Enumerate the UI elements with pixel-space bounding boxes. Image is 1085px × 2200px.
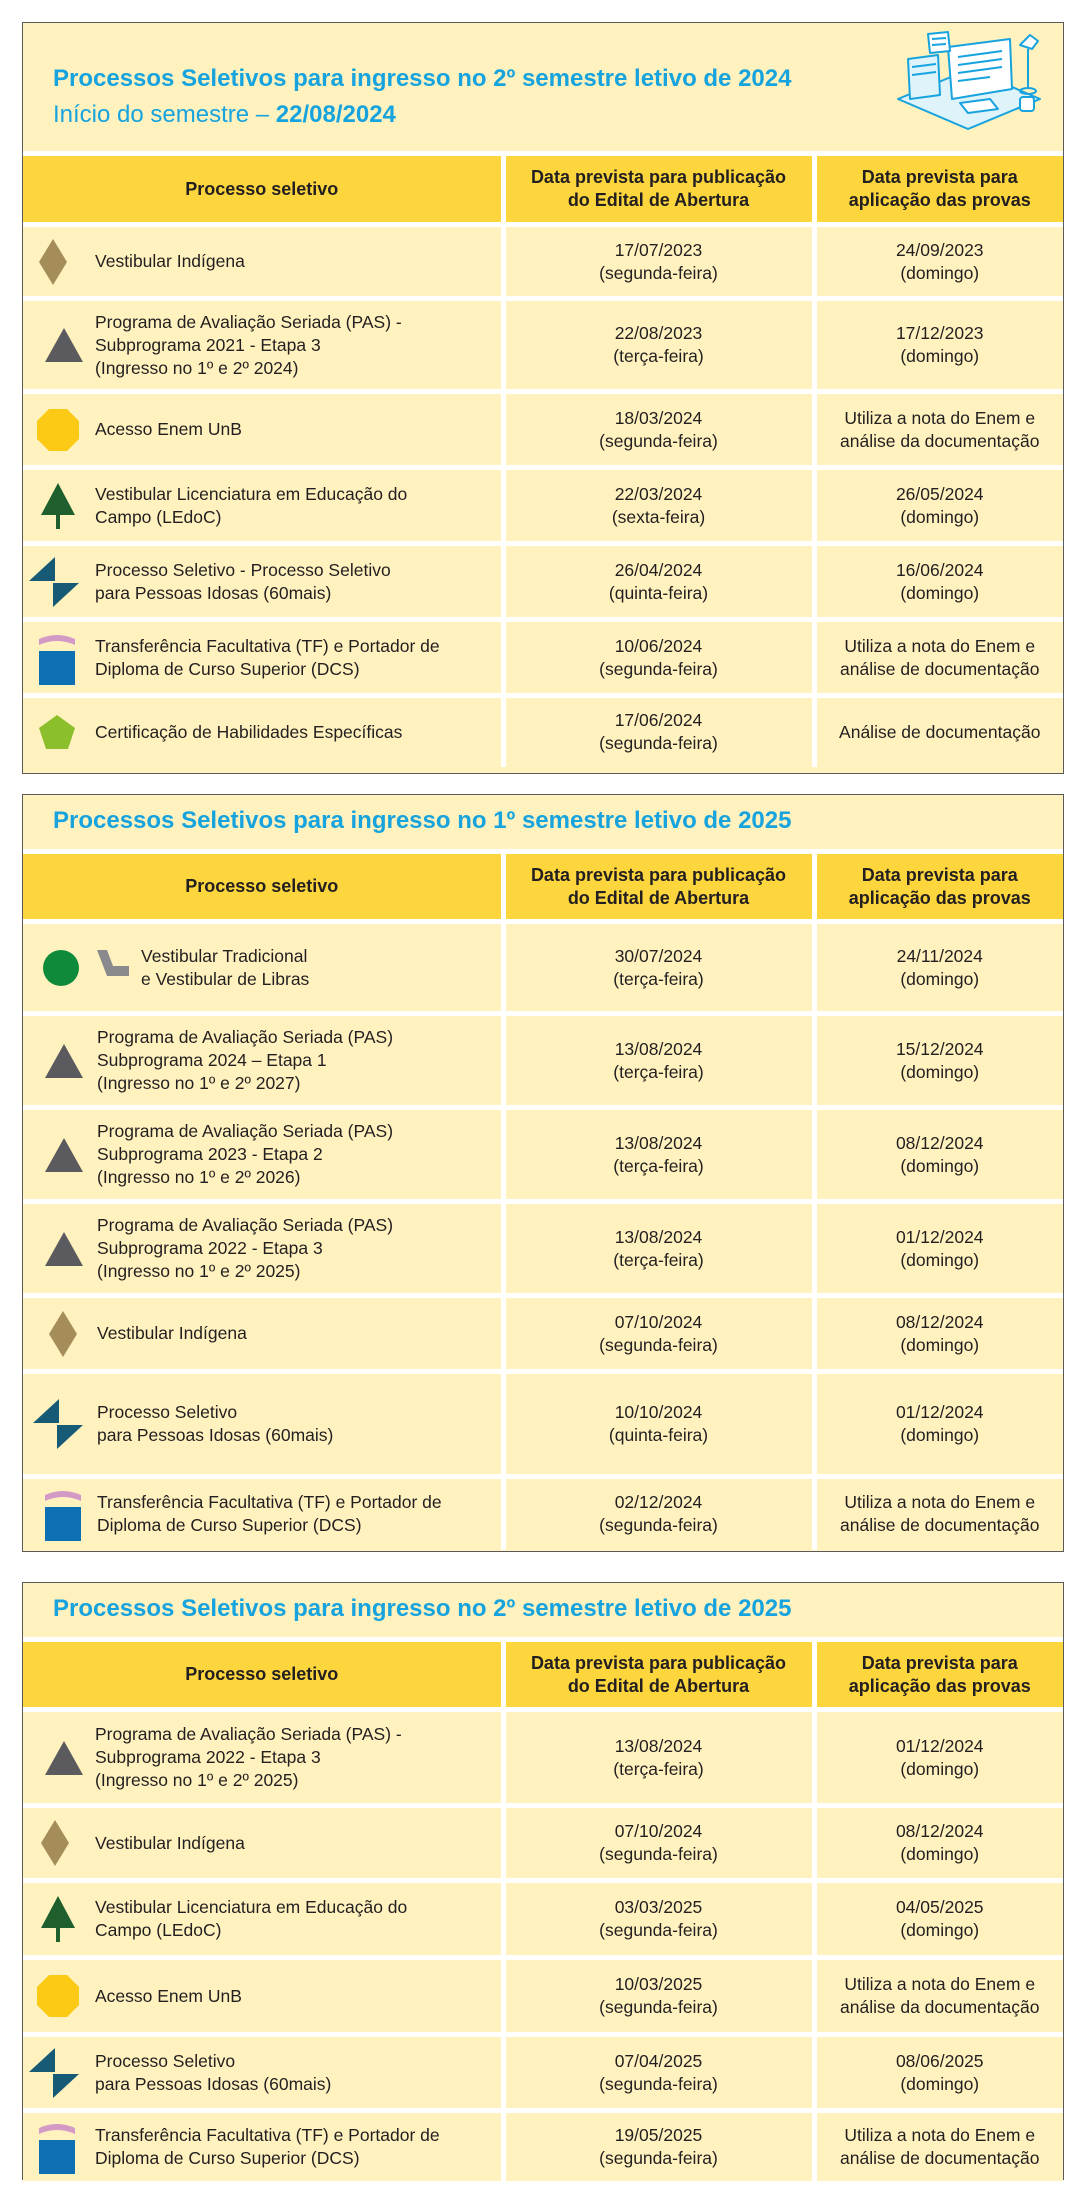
edital-date: 07/04/2025 (segunda-feira) [503,2035,814,2111]
subtitle-prefix: Início do semestre – [53,101,276,128]
edital-date: 17/07/2023 (segunda-feira) [503,225,814,299]
edital-date: 18/03/2024 (segunda-feira) [503,392,814,468]
octagon-icon [37,1975,95,2017]
panel-subtitle [53,101,1033,129]
panel-header [23,1583,1063,1637]
process-name: Programa de Avaliação Seriada (PAS) Subprograma 2022 - Etapa 3 (Ingresso no 1º e 2º 2025) [97,1215,394,1281]
bolt-icon [33,1399,97,1449]
diamond-icon [41,1820,95,1866]
edital-date: 03/03/2025 (segunda-feira) [503,1881,814,1958]
table-row [23,1202,1063,1296]
col-header-edital: Data prevista para publicação do Edital de Abertura [503,852,814,922]
table-row [23,1296,1063,1372]
table-row [23,2035,1063,2111]
table-row [23,1958,1063,2035]
panel-title: Processos Seletivos para ingresso no 2º semestre letivo de 2024 [53,65,792,92]
edital-date: 07/10/2024 (segunda-feira) [503,1806,814,1881]
process-name: Acesso Enem UnB [95,1985,242,2006]
triangle-icon [45,1741,95,1775]
provas-date: 01/12/2024 (domingo) [814,1710,1063,1806]
panel-title: Processos Seletivos para ingresso no 1º semestre letivo de 2025 [53,807,792,834]
process-name: Vestibular Indígena [95,1832,245,1853]
edital-date: 02/12/2024 (segunda-feira) [503,1477,814,1550]
process-name: Vestibular Indígena [95,251,245,271]
edital-date: 13/08/2024 (terça-feira) [503,1710,814,1806]
process-name: Programa de Avaliação Seriada (PAS) Subprograma 2024 – Etapa 1 (Ingresso no 1º e 2º 2027) [97,1027,394,1093]
study-desk-illustration-icon [890,29,1045,144]
col-header-provas: Data prevista para aplicação das provas [814,852,1063,922]
triangle-icon [45,1044,97,1078]
table-row [23,1806,1063,1881]
edital-date: 10/06/2024 (segunda-feira) [503,620,814,696]
table-row [23,1372,1063,1477]
table-row [23,468,1063,544]
diamond-icon [39,239,95,285]
process-name: Vestibular Licenciatura em Educação do Campo (LEdoC) [95,1897,408,1940]
provas-date: 08/12/2024 (domingo) [814,1806,1063,1881]
edital-date: 13/08/2024 (terça-feira) [503,1108,814,1202]
panel-title: Processos Seletivos para ingresso no 2º semestre letivo de 2025 [53,1595,792,1622]
process-name: Transferência Facultativa (TF) e Portador de Diploma de Curso Superior (DCS) [95,635,440,679]
provas-date: 24/11/2024 (domingo) [814,922,1063,1014]
pentagon-icon [39,715,95,749]
bolt-icon [29,557,95,607]
process-name: Programa de Avaliação Seriada (PAS) - Subprograma 2021 - Etapa 3 (Ingresso no 1º e 2º 2024) [95,311,402,378]
process-name: Processo Seletivo para Pessoas Idosas (60mais) [95,2050,332,2094]
table-row [23,1477,1063,1550]
provas-date: Utiliza a nota do Enem e análise de documentação [814,2111,1063,2181]
col-header-edital: Data prevista para publicação do Edital de Abertura [503,154,814,225]
process-name: Programa de Avaliação Seriada (PAS) Subprograma 2023 - Etapa 2 (Ingresso no 1º e 2º 2026) [97,1121,394,1187]
provas-date: 26/05/2024 (domingo) [814,468,1063,544]
table-row [23,696,1063,767]
panel-2025-2 [22,1582,1064,2180]
panel-2025-1 [22,794,1064,1552]
transfer-icon [43,1487,97,1541]
table-row [23,1014,1063,1108]
edital-date: 10/03/2025 (segunda-feira) [503,1958,814,2035]
col-header-edital: Data prevista para publicação do Edital de Abertura [503,1640,814,1710]
process-name: Vestibular Tradicional e Vestibular de Libras [141,945,310,989]
table-row [23,1108,1063,1202]
col-header-provas: Data prevista para aplicação das provas [814,1640,1063,1710]
schedule-table [23,1637,1063,2181]
table-row [23,392,1063,468]
process-name: Programa de Avaliação Seriada (PAS) - Subprograma 2022 - Etapa 3 (Ingresso no 1º e 2º 2025) [95,1724,402,1790]
process-name: Transferência Facultativa (TF) e Portador de Diploma de Curso Superior (DCS) [97,1492,442,1536]
edital-date: 26/04/2024 (quinta-feira) [503,544,814,620]
circle-boot-icon [43,948,141,988]
provas-date: 16/06/2024 (domingo) [814,544,1063,620]
provas-date: 04/05/2025 (domingo) [814,1881,1063,1958]
tree-icon [41,483,95,529]
edital-date: 17/06/2024 (segunda-feira) [503,696,814,767]
edital-date: 07/10/2024 (segunda-feira) [503,1296,814,1372]
process-name: Certificação de Habilidades Específicas [95,721,403,742]
triangle-icon [45,1138,97,1172]
provas-date: 24/09/2023 (domingo) [814,225,1063,299]
provas-date: 17/12/2023 (domingo) [814,299,1063,392]
provas-date: 08/12/2024 (domingo) [814,1296,1063,1372]
schedule-table [23,151,1063,767]
col-header-process: Processo seletivo [23,1640,503,1710]
table-row [23,1710,1063,1806]
triangle-icon [45,1232,97,1266]
bolt-icon [29,2048,95,2098]
process-name: Vestibular Licenciatura em Educação do Campo (LEdoC) [95,483,408,527]
diamond-icon [49,1311,97,1357]
provas-date: 01/12/2024 (domingo) [814,1202,1063,1296]
edital-date: 10/10/2024 (quinta-feira) [503,1372,814,1477]
table-row [23,620,1063,696]
process-name: Processo Seletivo para Pessoas Idosas (60mais) [97,1402,334,1445]
edital-date: 22/08/2023 (terça-feira) [503,299,814,392]
panel-header [23,23,1063,151]
provas-date: Análise de documentação [814,696,1063,767]
table-row [23,299,1063,392]
process-name: Acesso Enem UnB [95,419,242,439]
edital-date: 13/08/2024 (terça-feira) [503,1014,814,1108]
provas-date: Utiliza a nota do Enem e análise da documentação [814,392,1063,468]
subtitle-date: 22/08/2024 [275,101,396,128]
process-name: Processo Seletivo - Processo Seletivo para Pessoas Idosas (60mais) [95,559,391,603]
edital-date: 19/05/2025 (segunda-feira) [503,2111,814,2181]
table-row [23,1881,1063,1958]
provas-date: Utiliza a nota do Enem e análise de documentação [814,620,1063,696]
edital-date: 30/07/2024 (terça-feira) [503,922,814,1014]
octagon-icon [37,409,95,451]
process-name: Transferência Facultativa (TF) e Portador de Diploma de Curso Superior (DCS) [95,2124,440,2168]
transfer-icon [37,631,95,685]
table-row [23,225,1063,299]
table-row [23,544,1063,620]
edital-date: 22/03/2024 (sexta-feira) [503,468,814,544]
table-row [23,922,1063,1014]
provas-date: 15/12/2024 (domingo) [814,1014,1063,1108]
triangle-icon [45,328,95,362]
col-header-process: Processo seletivo [23,154,503,225]
col-header-provas: Data prevista para aplicação das provas [814,154,1063,225]
provas-date: Utiliza a nota do Enem e análise de documentação [814,1477,1063,1550]
edital-date: 13/08/2024 (terça-feira) [503,1202,814,1296]
panel-header [23,795,1063,849]
provas-date: 01/12/2024 (domingo) [814,1372,1063,1477]
tree-icon [41,1896,95,1942]
schedule-table [23,849,1063,1550]
transfer-icon [37,2120,95,2174]
panel-2024-2 [22,22,1064,774]
provas-date: Utiliza a nota do Enem e análise da documentação [814,1958,1063,2035]
provas-date: 08/06/2025 (domingo) [814,2035,1063,2111]
process-name: Vestibular Indígena [97,1323,247,1343]
table-row [23,2111,1063,2181]
provas-date: 08/12/2024 (domingo) [814,1108,1063,1202]
col-header-process: Processo seletivo [23,852,503,922]
